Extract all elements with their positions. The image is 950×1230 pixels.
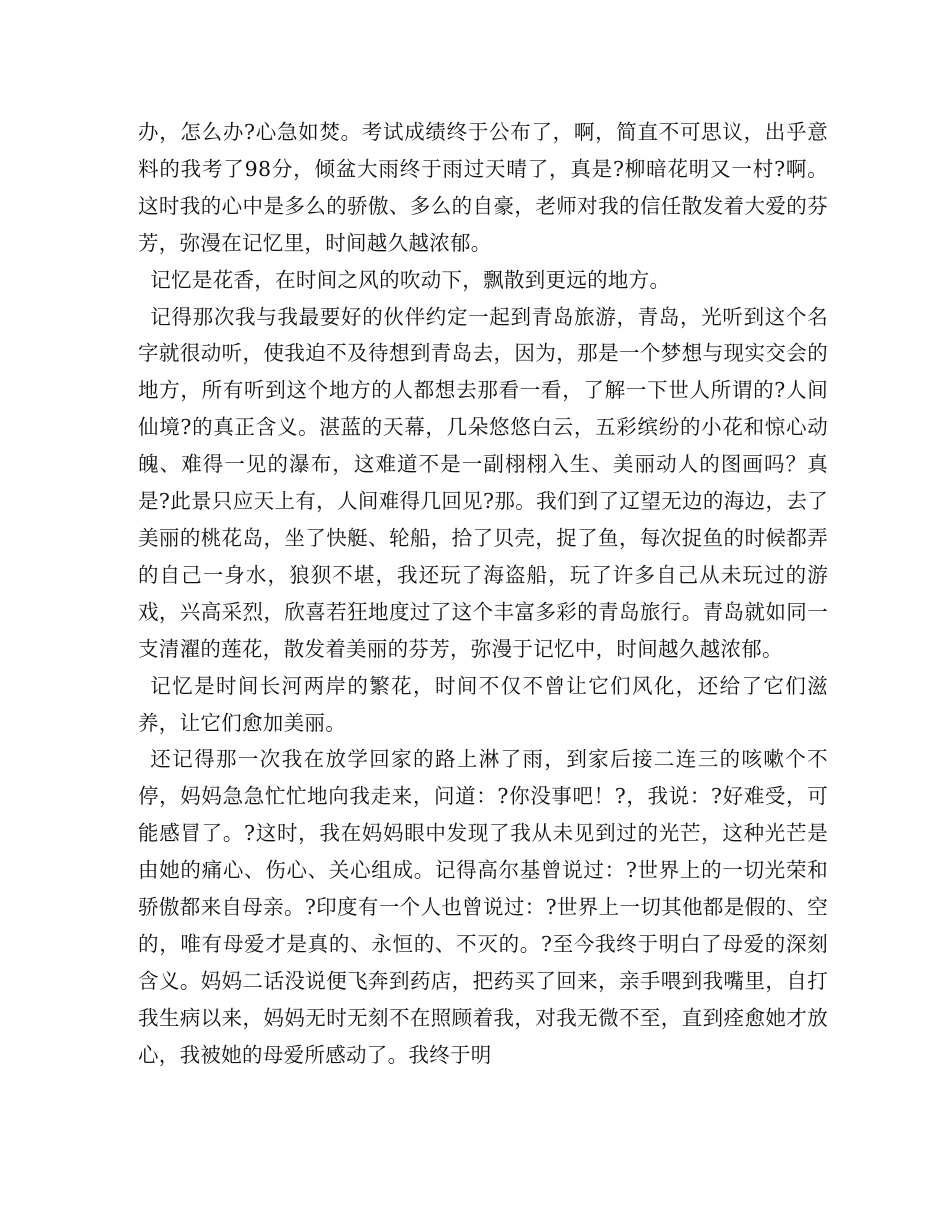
paragraph-memory-fragrance: 记忆是花香，在时间之风的吹动下，飘散到更远的地方。 (150, 267, 671, 292)
paragraph-mother-love: 还记得那一次我在放学回家的路上淋了雨，到家后接二连三的咳嗽个不停，妈妈急急忙忙地向我走来，问道：?你没事吧！?，我说：?好难受，可能感冒了。?这时，我在妈妈眼中发现了我从未见到过的光芒，这种光芒是由她的痛心、伤心、关心组成。记得高尔基曾说过：?世界上的一切光荣和骄傲都来自母亲。?印度有一个人也曾说过：?世界上一切其他都是假的、空的，唯有母爱才是真的、永恒的、不灭的。?至今我终于明白了母爱的深刻含义。妈妈二话没说便飞奔到药店，把药买了回来，亲手喂到我嘴里，自打我生病以来，妈妈无时无刻不在照顾着我，对我无微不至，直到痊愈她才放心，我被她的母爱所感动了。我终于明 (138, 747, 828, 1067)
article-body (138, 114, 828, 1074)
paragraph-qingdao-trip: 记得那次我与我最要好的伙伴约定一起到青岛旅游，青岛，光听到这个名字就很动听，使我迫不及待想到青岛去，因为，那是一个梦想与现实交会的地方，所有听到这个地方的人都想去那看一看，了解一下世人所谓的?人间仙境?的真正含义。湛蓝的天幕，几朵悠悠白云，五彩缤纷的小花和惊心动魄、难得一见的瀑布，这难道不是一副栩栩入生、美丽动人的图画吗？真是?此景只应天上有，人间难得几回见?那。我们到了辽望无边的海边，去了美丽的桃花岛，坐了快艇、轮船，拾了贝壳，捉了鱼，每次捉鱼的时候都弄的自己一身水，狼狈不堪，我还玩了海盗船，玩了许多自己从未玩过的游戏，兴高采烈，欣喜若狂地度过了这个丰富多彩的青岛旅行。青岛就如同一支清濯的莲花，散发着美丽的芬芳，弥漫于记忆中，时间越久越浓郁。 (138, 304, 828, 661)
paragraph-exam-result: 办，怎么办?心急如焚。考试成绩终于公布了，啊，简直不可思议，出乎意料的我考了98分，倾盆大雨终于雨过天晴了，真是?柳暗花明又一村?啊。这时我的心中是多么的骄傲、多么的自豪，老师对我的信任散发着大爱的芬芳，弥漫在记忆里，时间越久越浓郁。 (138, 120, 828, 255)
paragraph-memory-flowers: 记忆是时间长河两岸的繁花，时间不仅不曾让它们风化，还给了它们滋养，让它们愈加美丽。 (138, 673, 828, 735)
